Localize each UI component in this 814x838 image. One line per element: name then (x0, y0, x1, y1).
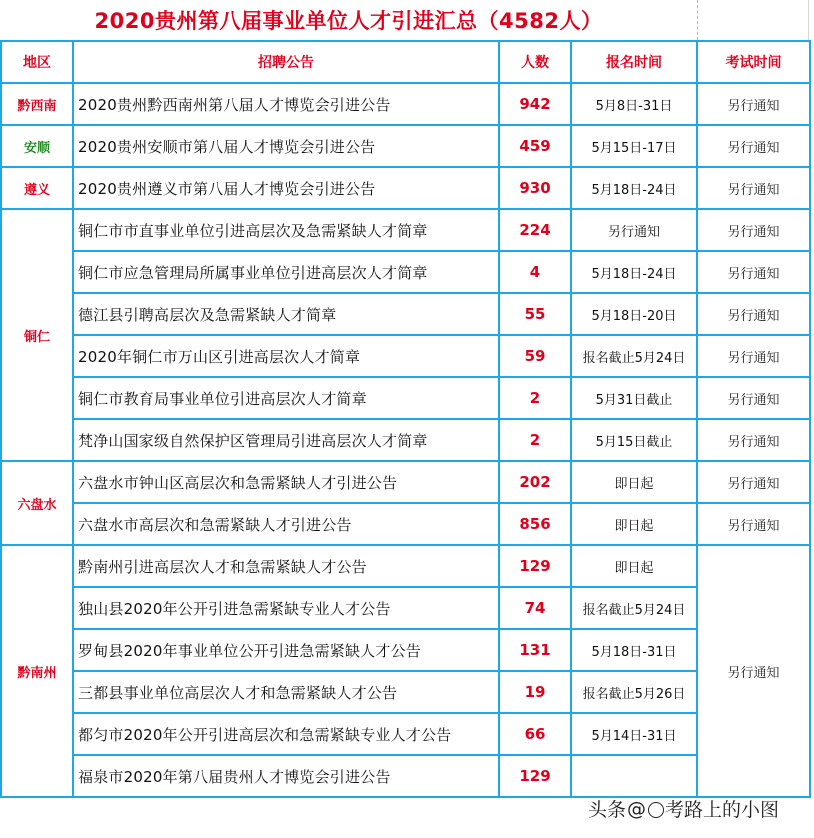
recruitment-table (0, 40, 811, 798)
table-row (1, 167, 810, 209)
header-registration: 报名时间 (571, 41, 697, 83)
table-row (1, 545, 810, 587)
table-row (1, 209, 810, 251)
registration-cell: 5月15日-17日 (571, 125, 697, 167)
table-row (1, 503, 810, 545)
notice-cell: 梵净山国家级自然保护区管理局引进高层次人才简章 (73, 419, 499, 461)
notice-cell: 铜仁市市直事业单位引进高层次及急需紧缺人才简章 (73, 209, 499, 251)
watermark-at: @ (627, 797, 647, 820)
registration-cell: 5月18日-31日 (571, 629, 697, 671)
registration-cell (571, 755, 697, 797)
registration-cell: 5月18日-24日 (571, 167, 697, 209)
count-cell: 74 (499, 587, 571, 629)
exam-cell: 另行通知 (697, 209, 810, 251)
count-cell: 930 (499, 167, 571, 209)
region-cell: 遵义 (1, 167, 73, 209)
exam-cell: 另行通知 (697, 251, 810, 293)
count-cell: 2 (499, 419, 571, 461)
table-row (1, 125, 810, 167)
sheet-title: 2020贵州第八届事业单位人才引进汇总（4582人） (94, 9, 603, 33)
count-cell: 19 (499, 671, 571, 713)
notice-cell: 2020贵州遵义市第八届人才博览会引进公告 (73, 167, 499, 209)
notice-cell: 2020贵州安顺市第八届人才博览会引进公告 (73, 125, 499, 167)
exam-cell: 另行通知 (697, 125, 810, 167)
watermark-circle-icon (648, 802, 664, 818)
watermark-brand: 头条 (588, 799, 627, 821)
table-row (1, 671, 810, 713)
region-cell: 六盘水 (1, 461, 73, 545)
exam-cell: 另行通知 (697, 419, 810, 461)
registration-cell: 5月18日-20日 (571, 293, 697, 335)
notice-cell: 黔南州引进高层次人才和急需紧缺人才公告 (73, 545, 499, 587)
table-row (1, 377, 810, 419)
table-row (1, 587, 810, 629)
header-notice: 招聘公告 (73, 41, 499, 83)
count-cell: 856 (499, 503, 571, 545)
notice-cell: 都匀市2020年公开引进高层次和急需紧缺专业人才公告 (73, 713, 499, 755)
table-row (1, 335, 810, 377)
region-cell: 黔南州 (1, 545, 73, 797)
registration-cell: 5月15日截止 (571, 419, 697, 461)
count-cell: 129 (499, 755, 571, 797)
notice-cell: 2020贵州黔西南州第八届人才博览会引进公告 (73, 83, 499, 125)
table-row (1, 461, 810, 503)
exam-cell: 另行通知 (697, 377, 810, 419)
header-count: 人数 (499, 41, 571, 83)
notice-cell: 2020年铜仁市万山区引进高层次人才简章 (73, 335, 499, 377)
registration-cell: 报名截止5月26日 (571, 671, 697, 713)
count-cell: 59 (499, 335, 571, 377)
notice-cell: 六盘水市高层次和急需紧缺人才引进公告 (73, 503, 499, 545)
exam-cell: 另行通知 (697, 545, 810, 797)
notice-cell: 福泉市2020年第八届贵州人才博览会引进公告 (73, 755, 499, 797)
header-region: 地区 (1, 41, 73, 83)
title-edge (808, 0, 810, 40)
registration-cell: 即日起 (571, 461, 697, 503)
table-row (1, 629, 810, 671)
count-cell: 459 (499, 125, 571, 167)
notice-cell: 德江县引聘高层次及急需紧缺人才简章 (73, 293, 499, 335)
watermark-author: 考路上的小图 (665, 799, 780, 821)
region-cell: 铜仁 (1, 209, 73, 461)
registration-cell: 5月31日截止 (571, 377, 697, 419)
table-row (1, 713, 810, 755)
registration-cell: 5月8日-31日 (571, 83, 697, 125)
registration-cell: 报名截止5月24日 (571, 587, 697, 629)
exam-cell: 另行通知 (697, 167, 810, 209)
count-cell: 224 (499, 209, 571, 251)
exam-cell: 另行通知 (697, 335, 810, 377)
exam-cell: 另行通知 (697, 503, 810, 545)
notice-cell: 罗甸县2020年事业单位公开引进急需紧缺人才公告 (73, 629, 499, 671)
registration-cell: 5月18日-24日 (571, 251, 697, 293)
title-divider (697, 0, 699, 40)
count-cell: 66 (499, 713, 571, 755)
table-row (1, 755, 810, 797)
region-cell: 安顺 (1, 125, 73, 167)
registration-cell: 即日起 (571, 545, 697, 587)
table-row (1, 419, 810, 461)
count-cell: 129 (499, 545, 571, 587)
registration-cell: 报名截止5月24日 (571, 335, 697, 377)
table-row (1, 83, 810, 125)
header-exam: 考试时间 (697, 41, 810, 83)
notice-cell: 独山县2020年公开引进急需紧缺专业人才公告 (73, 587, 499, 629)
count-cell: 202 (499, 461, 571, 503)
notice-cell: 铜仁市教育局事业单位引进高层次人才简章 (73, 377, 499, 419)
exam-cell: 另行通知 (697, 461, 810, 503)
count-cell: 2 (499, 377, 571, 419)
count-cell: 55 (499, 293, 571, 335)
notice-cell: 三都县事业单位高层次人才和急需紧缺人才公告 (73, 671, 499, 713)
exam-cell: 另行通知 (697, 293, 810, 335)
notice-cell: 铜仁市应急管理局所属事业单位引进高层次人才简章 (73, 251, 499, 293)
notice-cell: 六盘水市钟山区高层次和急需紧缺人才引进公告 (73, 461, 499, 503)
region-cell: 黔西南 (1, 83, 73, 125)
count-cell: 131 (499, 629, 571, 671)
registration-cell: 5月14日-31日 (571, 713, 697, 755)
table-row (1, 251, 810, 293)
registration-cell: 即日起 (571, 503, 697, 545)
header-row (1, 41, 810, 83)
watermark (588, 795, 779, 822)
count-cell: 942 (499, 83, 571, 125)
count-cell: 4 (499, 251, 571, 293)
table-row (1, 293, 810, 335)
exam-cell: 另行通知 (697, 83, 810, 125)
registration-cell: 另行通知 (571, 209, 697, 251)
